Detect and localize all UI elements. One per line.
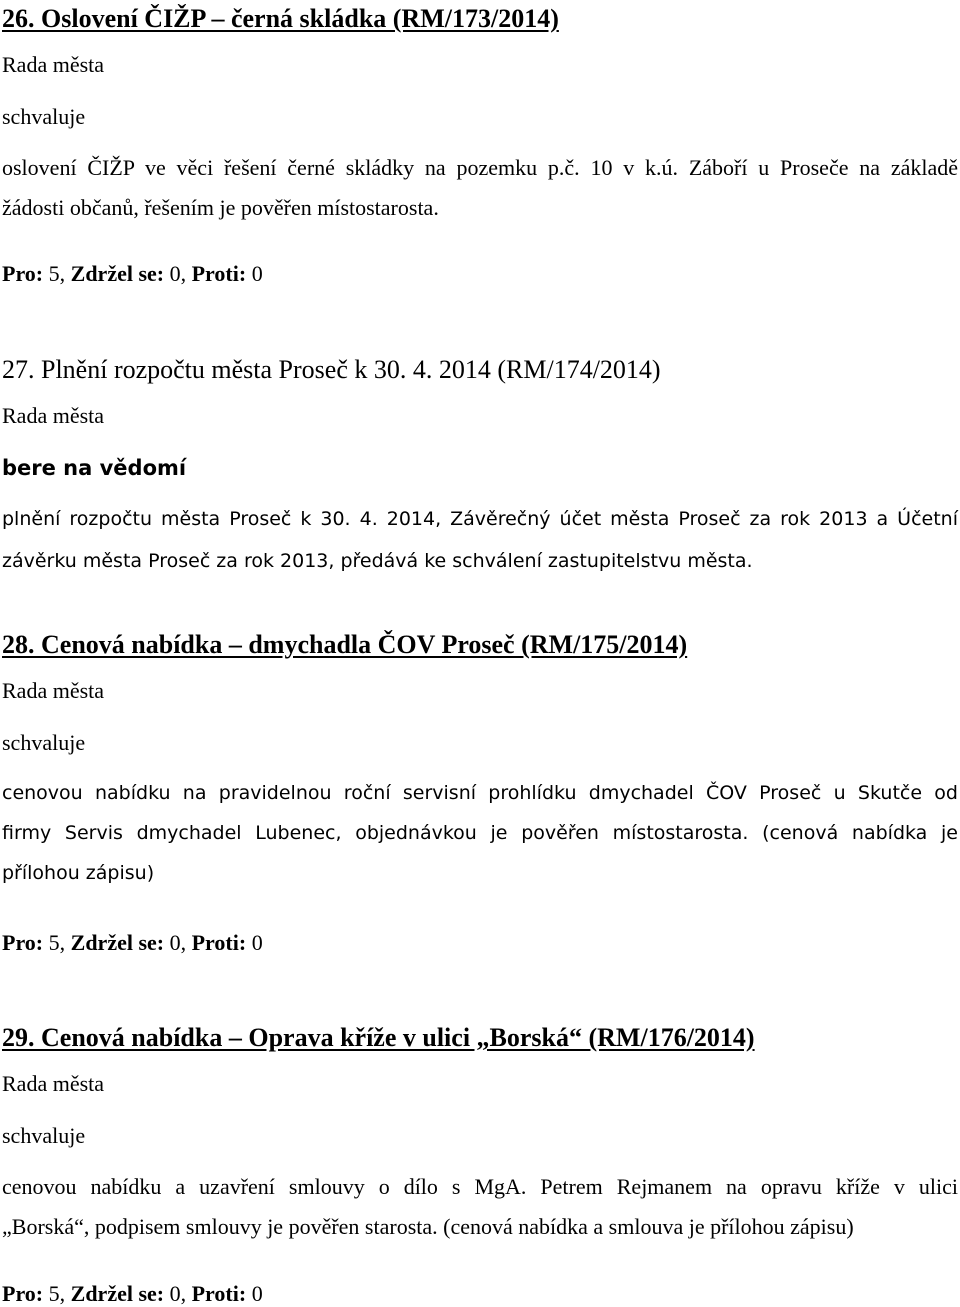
vote-result [2, 930, 263, 956]
resolution-heading: 29. Cenová nabídka – Oprava kříže v ulici „Borská“ (RM/176/2014) [2, 1023, 755, 1052]
vote-against-label: Proti: [191, 1281, 247, 1306]
vote-pro-value: 5, [48, 1281, 66, 1306]
resolution-text-line: firmy Servis dmychadel Lubenec, objednávkou je pověřen místostarosta. (cenová nabídka je [2, 822, 958, 844]
resolution-heading: 28. Cenová nabídka – dmychadla ČOV Proseč (RM/175/2014) [2, 630, 688, 659]
resolution-verb: schvaluje [2, 730, 86, 755]
vote-abstain-label: Zdržel se: [70, 930, 165, 955]
council-label: Rada města [2, 52, 105, 77]
council-label: Rada města [2, 678, 105, 703]
vote-abstain-value: 0, [169, 261, 187, 286]
council-label: Rada města [2, 1071, 105, 1096]
vote-abstain-value: 0, [169, 1281, 187, 1306]
resolution-verb: schvaluje [2, 104, 86, 129]
vote-pro-value: 5, [48, 261, 66, 286]
resolution-heading: 26. Oslovení ČIŽP – černá skládka (RM/173/2014) [2, 4, 559, 33]
vote-abstain-label: Zdržel se: [70, 261, 165, 286]
resolution-text-line: přílohou zápisu) [2, 862, 155, 884]
vote-abstain-value: 0, [169, 930, 187, 955]
resolution-text-line: závěrku města Proseč za rok 2013, předává ke schválení zastupitelstvu města. [2, 550, 753, 572]
council-label: Rada města [2, 403, 105, 428]
vote-against-label: Proti: [191, 261, 247, 286]
vote-against-value: 0 [251, 261, 263, 286]
resolution-text-line: plnění rozpočtu města Proseč k 30. 4. 2014, Závěrečný účet města Proseč za rok 2013 a Účetní [2, 508, 958, 530]
vote-result [2, 1281, 263, 1307]
resolution-text-line: cenovou nabídku na pravidelnou roční servisní prohlídku dmychadel ČOV Proseč u Skutče od [2, 782, 958, 804]
vote-against-value: 0 [251, 930, 263, 955]
resolution-text-line: „Borská“, podpisem smlouvy je pověřen starosta. (cenová nabídka a smlouva je přílohou zápisu) [2, 1214, 854, 1239]
resolution-text-line: žádosti občanů, řešením je pověřen místostarosta. [2, 195, 439, 220]
resolution-text-line: oslovení ČIŽP ve věci řešení černé skládky na pozemku p.č. 10 v k.ú. Záboří u Proseče na základě [2, 155, 958, 180]
resolution-text-line: cenovou nabídku a uzavření smlouvy o dílo s MgA. Petrem Rejmanem na opravu kříže v ulici [2, 1174, 958, 1199]
vote-against-label: Proti: [191, 930, 247, 955]
resolution-heading: 27. Plnění rozpočtu města Proseč k 30. 4. 2014 (RM/174/2014) [2, 355, 661, 384]
vote-pro-label: Pro: [2, 261, 44, 286]
vote-abstain-label: Zdržel se: [70, 1281, 165, 1306]
vote-pro-label: Pro: [2, 930, 44, 955]
vote-against-value: 0 [251, 1281, 263, 1306]
vote-pro-label: Pro: [2, 1281, 44, 1306]
resolution-verb: schvaluje [2, 1123, 86, 1148]
vote-pro-value: 5, [48, 930, 66, 955]
resolution-verb: bere na vědomí [2, 456, 187, 480]
vote-result [2, 261, 263, 287]
